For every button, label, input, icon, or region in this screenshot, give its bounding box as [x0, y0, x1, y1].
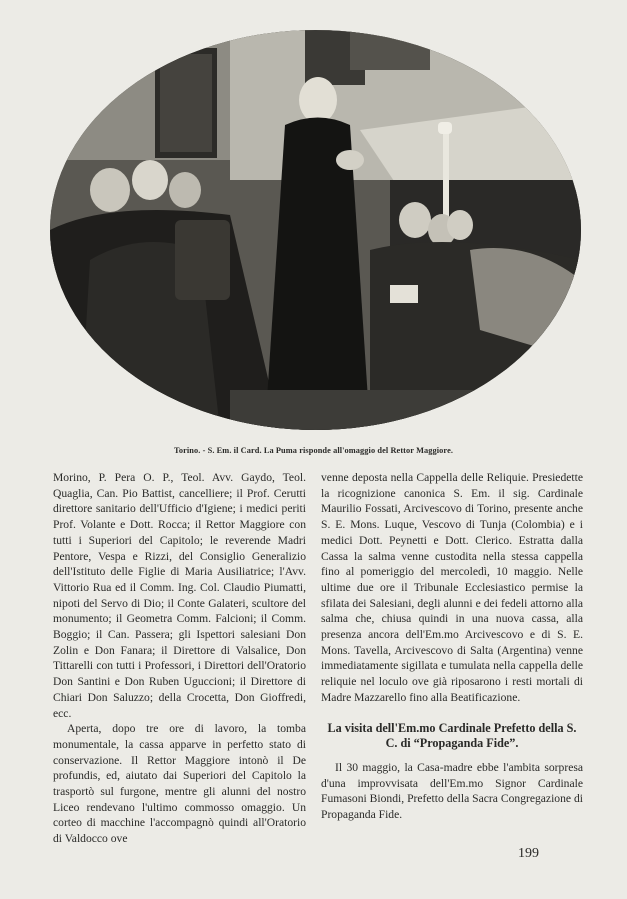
page-number: 199: [518, 846, 539, 861]
photo-oval-icon: [50, 30, 581, 430]
left-column: [53, 470, 306, 847]
right-paragraph-2: Il 30 maggio, la Casa-madre ebbe l'ambita sorpresa d'una improvvisata dell'Em.mo Signor Cardinale Fumasoni Biondi, Prefetto della Sacra Congregazione di Propaganda Fide.: [321, 760, 583, 822]
right-paragraph-1: venne deposta nella Cappella delle Reliquie. Presiedette la ricognizione canonica S. Em. il sig. Cardinale Maurilio Fossati, Arcivescovo di Torino, presente anche S. E. Mons. Luque, Vescovo di Tunja (Colombia) e i medici Dott. Peynetti e Dott. Clerico. Estratta dalla Cassa la salma venne custodita nella stessa cappella fino al pomeriggio del mercoledì, 10 maggio. Nelle ultime due ore il Tribunale Ecclesiastico permise la sfilata dei Salesiani, degli alunni e dei fedeli attorno alla salma che, chiusa quindi in una nuova cassa, alla presenza ancora dell'Em.mo Arcivescovo e di S. E. Mons. Tavella, Arcivescovo di Salta (Argentina) venne immediatamente sigillata e tumulata nella cappella delle reliquie nel loculo ove già riposarono i resti mortali di Madre Mazzarello fino alla Beatificazione.: [321, 471, 583, 704]
photo-caption: Torino. - S. Em. il Card. La Puma risponde all'omaggio del Rettor Maggiore.: [173, 446, 454, 455]
section-heading: La visita dell'Em.mo Cardinale Prefetto della S. C. di “Propaganda Fide”.: [327, 720, 577, 750]
right-column: [321, 470, 583, 823]
photo-cardinal-speaking: [50, 30, 581, 430]
left-paragraph-1: Morino, P. Pera O. P., Teol. Avv. Gaydo, Teol. Quaglia, Can. Pio Battist, cancelliere; il Prof. Cerutti direttore sanitario dell'Ufficio d'Igiene; i medici periti Prof. Volante e Dott. Rocca; il Rettor Maggiore con tutti i Superiori del Capitolo; le reverende Madri Pentore, Vespa e Rizzi, del Consiglio Generalizio dell'Istituto delle Figlie di Maria Ausiliatrice; l'Avv. Vittorio Rua ed il Comm. Ing. Col. Claudio Piumatti, nipoti del Servo di Dio; il Conte Galateri, scultore del monumento; il Geometra Comm. Falcioni; il Comm. Boggio; il Can. Passera; gli Ispettori salesiani Don Zolin e Don Fanara; il Direttore di Valsalice, Don Tittarelli con tutti i Professori, i Direttori dell'Oratorio Don Santini e Don Ruben Uguccioni; il Direttore di Chiari Don Saluzzo; della Crocetta, Don Gioffredi, ecc.: [53, 471, 306, 720]
left-paragraph-2: Aperta, dopo tre ore di lavoro, la tomba monumentale, la cassa apparve in perfetto stato di conservazione. Il Rettor Maggiore intonò il De profundis, ed, aiutato dai Superiori del Capitolo la trasportò sul furgone, mentre gli alunni del nostro Liceo rendevano l'ultimo commosso omaggio. Un corteo di macchine l'accompagnò quindi all'Oratorio di Valdocco ove: [53, 722, 306, 846]
